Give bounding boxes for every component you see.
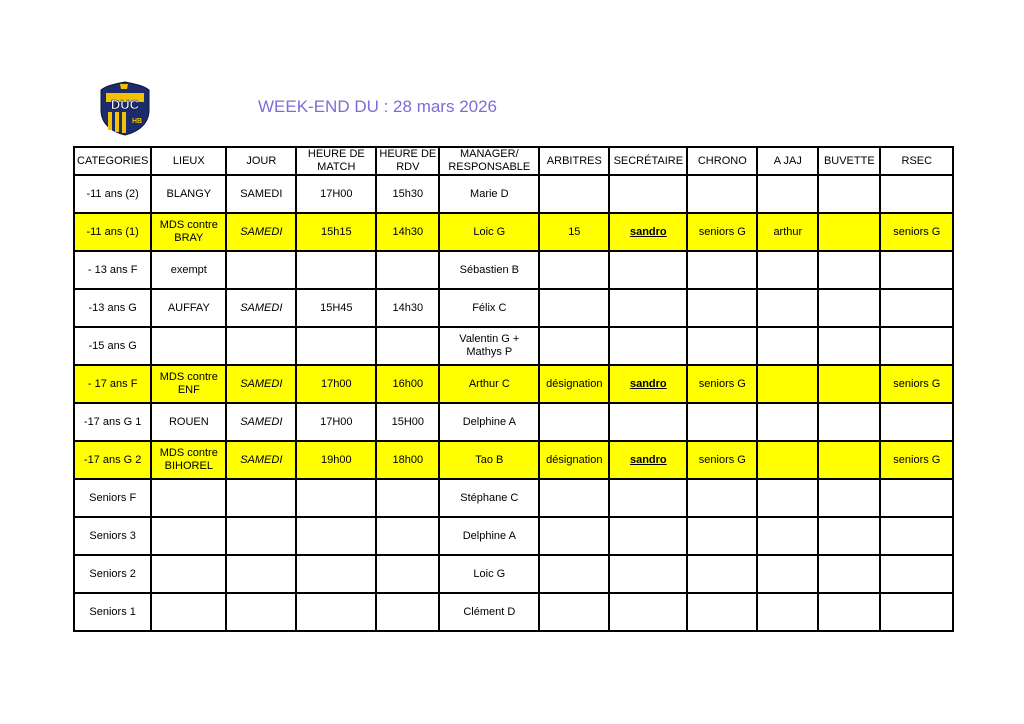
cell-secretary: sandro <box>609 213 687 251</box>
cell-jaj <box>757 365 818 403</box>
cell-snack-bar <box>818 251 880 289</box>
cell-timekeeper: seniors G <box>687 441 757 479</box>
cell-rsec <box>880 555 953 593</box>
cell-day: SAMEDI <box>226 441 296 479</box>
cell-venue: MDS contre BRAY <box>151 213 226 251</box>
table-row <box>74 365 953 403</box>
cell-snack-bar <box>818 289 880 327</box>
cell-jaj <box>757 517 818 555</box>
cell-rsec <box>880 175 953 213</box>
cell-jaj <box>757 175 818 213</box>
cell-manager: Clément D <box>439 593 539 631</box>
cell-category: Seniors 1 <box>74 593 151 631</box>
cell-referees <box>539 251 609 289</box>
table-row <box>74 213 953 251</box>
cell-match-time: 19h00 <box>296 441 376 479</box>
cell-rdv-time: 15H00 <box>376 403 439 441</box>
cell-match-time <box>296 555 376 593</box>
header-day: JOUR <box>226 147 296 175</box>
cell-timekeeper <box>687 403 757 441</box>
cell-match-time: 17H00 <box>296 175 376 213</box>
cell-match-time: 15H45 <box>296 289 376 327</box>
logo-text: DUC <box>110 97 140 112</box>
cell-referees: désignation <box>539 365 609 403</box>
table-row <box>74 479 953 517</box>
cell-category: Seniors 3 <box>74 517 151 555</box>
cell-referees: 15 <box>539 213 609 251</box>
cell-secretary: sandro <box>609 365 687 403</box>
cell-category: Seniors F <box>74 479 151 517</box>
cell-venue: MDS contre ENF <box>151 365 226 403</box>
cell-secretary <box>609 479 687 517</box>
cell-manager: Arthur C <box>439 365 539 403</box>
table-row <box>74 327 953 365</box>
cell-referees <box>539 517 609 555</box>
table-row <box>74 555 953 593</box>
page-title: WEEK-END DU : 28 mars 2026 <box>258 97 498 116</box>
cell-rdv-time <box>376 479 439 517</box>
cell-jaj <box>757 593 818 631</box>
cell-referees <box>539 593 609 631</box>
cell-rsec <box>880 327 953 365</box>
cell-venue <box>151 327 226 365</box>
cell-match-time: 17h00 <box>296 365 376 403</box>
cell-referees <box>539 479 609 517</box>
cell-rsec <box>880 517 953 555</box>
cell-match-time <box>296 251 376 289</box>
cell-rsec <box>880 403 953 441</box>
cell-manager: Félix C <box>439 289 539 327</box>
header-row <box>74 147 953 175</box>
cell-timekeeper <box>687 517 757 555</box>
cell-match-time: 17H00 <box>296 403 376 441</box>
cell-rdv-time <box>376 251 439 289</box>
cell-venue: ROUEN <box>151 403 226 441</box>
cell-rsec <box>880 251 953 289</box>
header-referees: ARBITRES <box>539 147 609 175</box>
cell-category: -11 ans (2) <box>74 175 151 213</box>
header-snack-bar: BUVETTE <box>818 147 880 175</box>
cell-venue: AUFFAY <box>151 289 226 327</box>
table-row <box>74 441 953 479</box>
cell-day: SAMEDI <box>226 403 296 441</box>
cell-venue: exempt <box>151 251 226 289</box>
cell-rdv-time: 16h00 <box>376 365 439 403</box>
cell-match-time <box>296 517 376 555</box>
header-manager: MANAGER/ RESPONSABLE <box>439 147 539 175</box>
cell-snack-bar <box>818 517 880 555</box>
cell-day <box>226 593 296 631</box>
cell-secretary <box>609 327 687 365</box>
cell-venue: MDS contre BIHOREL <box>151 441 226 479</box>
cell-secretary: sandro <box>609 441 687 479</box>
cell-manager: Stéphane C <box>439 479 539 517</box>
cell-timekeeper <box>687 327 757 365</box>
cell-timekeeper: seniors G <box>687 213 757 251</box>
cell-snack-bar <box>818 593 880 631</box>
cell-snack-bar <box>818 403 880 441</box>
cell-rdv-time <box>376 327 439 365</box>
cell-timekeeper <box>687 479 757 517</box>
cell-snack-bar <box>818 479 880 517</box>
cell-timekeeper <box>687 555 757 593</box>
cell-rdv-time <box>376 593 439 631</box>
cell-day: SAMEDI <box>226 365 296 403</box>
cell-manager: Loic G <box>439 213 539 251</box>
table-row <box>74 403 953 441</box>
cell-venue <box>151 555 226 593</box>
cell-timekeeper <box>687 251 757 289</box>
cell-rdv-time: 18h00 <box>376 441 439 479</box>
table-row <box>74 251 953 289</box>
cell-jaj <box>757 289 818 327</box>
cell-match-time <box>296 593 376 631</box>
cell-venue <box>151 479 226 517</box>
cell-snack-bar <box>818 175 880 213</box>
cell-timekeeper: seniors G <box>687 365 757 403</box>
cell-category: -11 ans (1) <box>74 213 151 251</box>
cell-snack-bar <box>818 327 880 365</box>
cell-rdv-time <box>376 555 439 593</box>
cell-rsec: seniors G <box>880 213 953 251</box>
cell-jaj <box>757 479 818 517</box>
cell-category: - 13 ans F <box>74 251 151 289</box>
cell-manager: Valentin G + Mathys P <box>439 327 539 365</box>
cell-day <box>226 479 296 517</box>
cell-snack-bar <box>818 555 880 593</box>
cell-secretary <box>609 555 687 593</box>
cell-rdv-time: 14h30 <box>376 213 439 251</box>
header-jaj: A JAJ <box>757 147 818 175</box>
cell-category: -13 ans G <box>74 289 151 327</box>
cell-jaj <box>757 327 818 365</box>
cell-jaj <box>757 441 818 479</box>
cell-venue <box>151 517 226 555</box>
cell-referees <box>539 327 609 365</box>
cell-snack-bar <box>818 365 880 403</box>
header-venue: LIEUX <box>151 147 226 175</box>
cell-day <box>226 327 296 365</box>
cell-jaj <box>757 555 818 593</box>
table-row <box>74 175 953 213</box>
cell-match-time <box>296 327 376 365</box>
cell-manager: Sébastien B <box>439 251 539 289</box>
cell-manager: Delphine A <box>439 403 539 441</box>
cell-referees <box>539 555 609 593</box>
cell-match-time <box>296 479 376 517</box>
cell-rdv-time <box>376 517 439 555</box>
cell-jaj <box>757 403 818 441</box>
cell-referees: désignation <box>539 441 609 479</box>
cell-secretary <box>609 517 687 555</box>
cell-category: -17 ans G 1 <box>74 403 151 441</box>
cell-secretary <box>609 251 687 289</box>
cell-day <box>226 555 296 593</box>
cell-secretary <box>609 593 687 631</box>
cell-category: Seniors 2 <box>74 555 151 593</box>
cell-venue: BLANGY <box>151 175 226 213</box>
cell-day <box>226 251 296 289</box>
header-match-time: HEURE DE MATCH <box>296 147 376 175</box>
header-secretary: SECRÉTAIRE <box>609 147 687 175</box>
table-row <box>74 517 953 555</box>
cell-rsec: seniors G <box>880 441 953 479</box>
cell-jaj: arthur <box>757 213 818 251</box>
cell-rsec <box>880 289 953 327</box>
cell-referees <box>539 289 609 327</box>
cell-manager: Delphine A <box>439 517 539 555</box>
table-row <box>74 593 953 631</box>
cell-referees <box>539 403 609 441</box>
cell-timekeeper <box>687 289 757 327</box>
cell-secretary <box>609 289 687 327</box>
cell-snack-bar <box>818 213 880 251</box>
shield-icon <box>98 80 152 136</box>
cell-day: SAMEDI <box>226 289 296 327</box>
cell-manager: Tao B <box>439 441 539 479</box>
cell-match-time: 15h15 <box>296 213 376 251</box>
cell-rdv-time: 15h30 <box>376 175 439 213</box>
header-rsec: RSEC <box>880 147 953 175</box>
club-logo <box>98 80 152 136</box>
cell-category: -15 ans G <box>74 327 151 365</box>
cell-day <box>226 517 296 555</box>
logo-subtext: HB <box>131 118 143 125</box>
cell-timekeeper <box>687 175 757 213</box>
cell-manager: Loic G <box>439 555 539 593</box>
header-timekeeper: CHRONO <box>687 147 757 175</box>
cell-day: SAMEDI <box>226 175 296 213</box>
cell-snack-bar <box>818 441 880 479</box>
cell-referees <box>539 175 609 213</box>
table-row <box>74 289 953 327</box>
cell-category: - 17 ans F <box>74 365 151 403</box>
cell-category: -17 ans G 2 <box>74 441 151 479</box>
cell-secretary <box>609 175 687 213</box>
cell-venue <box>151 593 226 631</box>
cell-day: SAMEDI <box>226 213 296 251</box>
cell-manager: Marie D <box>439 175 539 213</box>
cell-rsec: seniors G <box>880 365 953 403</box>
cell-rsec <box>880 479 953 517</box>
header-rdv-time: HEURE DE RDV <box>376 147 439 175</box>
cell-timekeeper <box>687 593 757 631</box>
cell-rsec <box>880 593 953 631</box>
cell-secretary <box>609 403 687 441</box>
header-category: CATEGORIES <box>74 147 151 175</box>
cell-jaj <box>757 251 818 289</box>
cell-rdv-time: 14h30 <box>376 289 439 327</box>
schedule-table <box>73 146 954 632</box>
